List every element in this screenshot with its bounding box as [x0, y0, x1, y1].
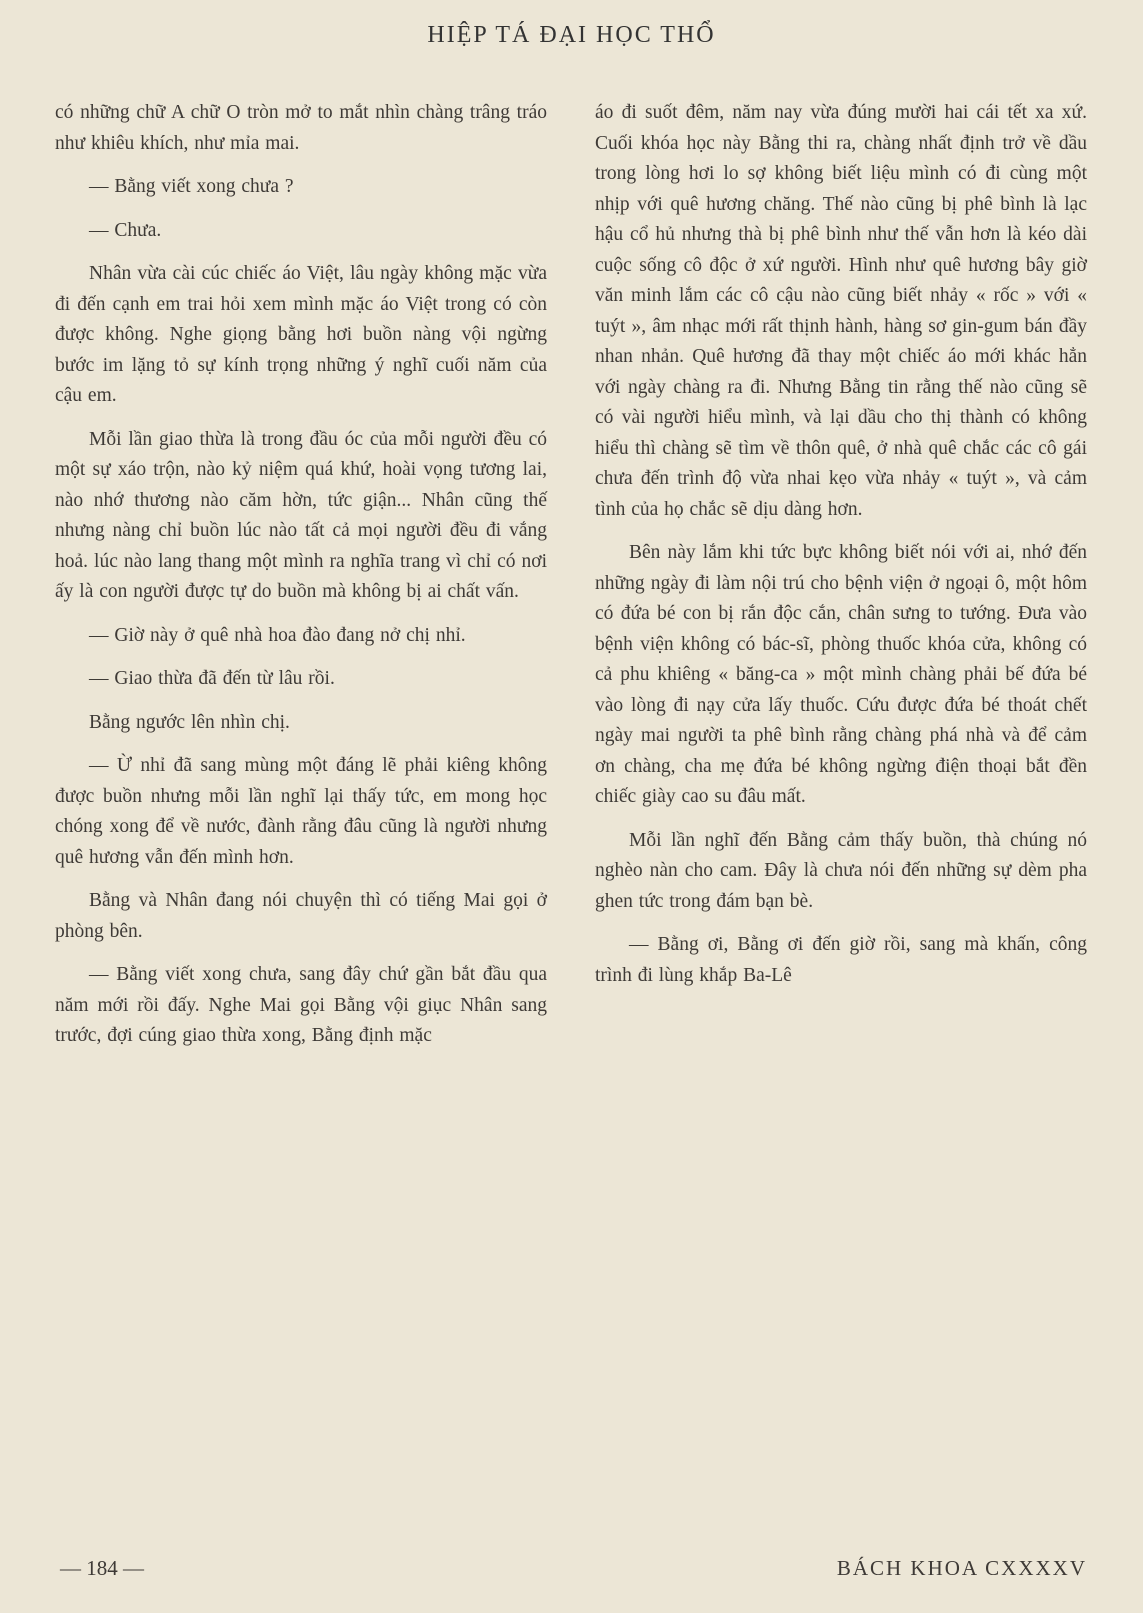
- page-number: — 184 —: [60, 1556, 144, 1580]
- magazine-name: BÁCH KHOA CXXXXV: [836, 1556, 1087, 1580]
- left-column: [55, 98, 547, 1065]
- paragraph: — Giờ này ở quê nhà hoa đào đang nở chị nhỉ.: [89, 624, 466, 646]
- paragraph: Nhân vừa cài cúc chiếc áo Việt, lâu ngày không mặc vừa đi đến cạnh em trai hỏi xem mình mặc áo Việt trong có còn được không. Nghe giọng bằng hơi buồn nàng vội ngừng bước im lặng tỏ sự kính trọng những ý nghĩ cuối năm của cậu em.: [55, 263, 547, 406]
- paragraph: có những chữ A chữ O tròn mở to mắt nhìn chàng trâng tráo như khiêu khích, như mỉa mai.: [55, 102, 547, 154]
- right-column: [595, 98, 1087, 1004]
- paragraph: — Bằng viết xong chưa ?: [89, 176, 294, 197]
- paragraph: — Bằng viết xong chưa, sang đây chứ gần bắt đầu qua năm mới rồi đấy. Nghe Mai gọi Bằng vội giục Nhân sang trước, đợi cúng giao thừa xong, Bằng định mặc: [55, 964, 547, 1046]
- paragraph: Mỗi lần giao thừa là trong đầu óc của mỗi người đều có một sự xáo trộn, nào kỷ niệm quá khứ, hoài vọng tương lai, nào nhớ thương nào căm hờn, tức giận... Nhân cũng thế nhưng nàng chỉ buồn lúc nào tất cả mọi người đều đi vắng hoả. lúc nào lang thang một mình ra nghĩa trang vì chỉ có nơi ấy là con người được tự do buồn mà không bị ai chất vấn.: [55, 428, 547, 602]
- paragraph: Bên này lắm khi tức bực không biết nói với ai, nhớ đến những ngày đi làm nội trú cho bệnh viện ở ngoại ô, một hôm có đứa bé con bị rắn độc cắn, chân sưng to tướng. Đưa vào bệnh viện không có bác-sĩ, phòng thuốc khóa cửa, không có cả phu khiêng « băng-ca » một mình chàng phải bế đứa bé vào lòng đi nạy cửa lấy thuốc. Cứu được đứa bé thoát chết ngày mai người ta phê bình rằng chàng phá nhà và để cảm ơn chàng, cha mẹ đứa bé không ngừng điện thoại bắt đền chiếc giày cao su đâu mất.: [595, 542, 1087, 807]
- paragraph: — Bằng ơi, Bằng ơi đến giờ rồi, sang mà khấn, công trình đi lùng khắp Ba-Lê: [595, 934, 1087, 986]
- paragraph: Mỗi lần nghĩ đến Bằng cảm thấy buồn, thà chúng nó nghèo nàn cho cam. Đây là chưa nói đến những sự dèm pha ghen tức trong đám bạn bè.: [595, 829, 1087, 912]
- paragraph: — Ừ nhỉ đã sang mùng một đáng lẽ phải kiêng không được buồn nhưng mỗi lần nghĩ lại thấy tức, em mong học chóng xong để về nước, đành rằng đâu cũng là người nhưng quê hương vẫn đến mình hơn.: [55, 755, 547, 868]
- paragraph: — Giao thừa đã đến từ lâu rồi.: [89, 668, 335, 689]
- paragraph: — Chưa.: [89, 219, 162, 241]
- paragraph: Bằng ngước lên nhìn chị.: [89, 711, 290, 733]
- paragraph: Bằng và Nhân đang nói chuyện thì có tiếng Mai gọi ở phòng bên.: [55, 890, 547, 942]
- running-header: HIỆP TÁ ĐẠI HỌC THỔ: [427, 22, 716, 48]
- paragraph: áo đi suốt đêm, năm nay vừa đúng mười hai cái tết xa xứ. Cuối khóa học này Bằng thi ra, chàng nhất định trở về dầu trong lòng hơi lo sợ không biết liệu mình có đi cùng một nhịp với quê hương chăng. Thế nào cũng bị phê bình là lạc hậu cổ hủ nhưng thà bị phê bình như thế vẫn hơn là kéo dài cuộc sống cô độc ở xứ người. Hình như quê hương bây giờ văn minh lắm các cô cậu nào cũng biết nhảy « rốc » với « tuýt », âm nhạc mới rất thịnh hành, hàng sơ gin-gum bán đầy nhan nhản. Quê hương đã thay một chiếc áo mới khác hẳn với ngày chàng ra đi. Nhưng Bằng tin rằng thế nào cũng sẽ có vài người hiểu mình, và lại dầu cho thị thành có không hiểu thì chàng sẽ tìm về thôn quê, ở nhà quê chắc các cô gái chưa đến trình độ vừa nhai kẹo vừa nhảy « tuýt », và cảm tình của họ chắc sẽ dịu dàng hơn.: [595, 102, 1087, 520]
